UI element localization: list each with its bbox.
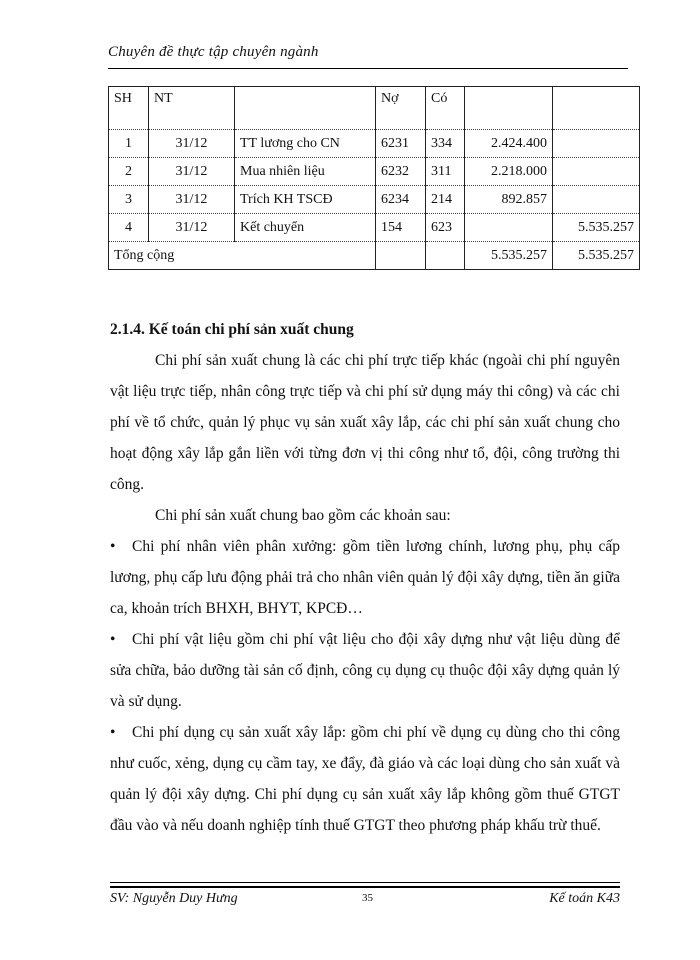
cell-desc: TT lương cho CN	[235, 130, 376, 158]
header-rule	[108, 68, 628, 69]
total-empty	[376, 242, 426, 270]
cell-co: 623	[426, 214, 465, 242]
footer-rule	[110, 886, 620, 888]
bullet-icon: •	[110, 724, 116, 741]
cell-desc: Kết chuyển	[235, 214, 376, 242]
section-content	[110, 314, 620, 841]
table-total-row	[109, 242, 640, 270]
page-number: 35	[362, 892, 373, 904]
cell-sh: 3	[109, 186, 149, 214]
cell-no: 154	[376, 214, 426, 242]
total-label: Tổng cộng	[109, 242, 376, 270]
header-cell	[235, 87, 376, 130]
table-row	[109, 130, 640, 158]
footer-rule	[110, 882, 620, 883]
total-debit: 5.535.257	[465, 242, 553, 270]
cell-nt: 31/12	[149, 158, 235, 186]
bullet-item	[110, 531, 620, 624]
bullet-text: Chi phí dụng cụ sản xuất xây lắp: gồm chi phí về dụng cụ dùng cho thi công như cuốc, xẻng, dụng cụ cầm tay, xe đẩy, đà giáo và các loại dùng cho sản xuất và quản lý đội xây dựng. Chi phí dụng cụ sản xuất xây lắp không gồm thuế GTGT đầu vào và nếu doanh nghiệp tính thuế GTGT theo phương pháp khấu trừ thuế.	[110, 724, 620, 834]
footer-student: SV: Nguyễn Duy Hưng	[110, 891, 238, 906]
header-cell	[465, 87, 553, 130]
table-row	[109, 158, 640, 186]
total-empty	[426, 242, 465, 270]
page-header-title: Chuyên đề thực tập chuyên ngành	[108, 44, 319, 60]
cell-nt: 31/12	[149, 186, 235, 214]
cell-credit	[553, 158, 640, 186]
table-row	[109, 214, 640, 242]
cell-sh: 2	[109, 158, 149, 186]
bullet-icon: •	[110, 538, 116, 555]
cell-debit: 2.424.400	[465, 130, 553, 158]
paragraph: Chi phí sản xuất chung là các chi phí trực tiếp khác (ngoài chi phí nguyên vật liệu trực tiếp, nhân công trực tiếp và chi phí sử dụng máy thi công) và các chi phí về tổ chức, quản lý phục vụ sản xuất xây lắp, các chi phí sản xuất chung cho hoạt động xây lắp gắn liền với từng đơn vị thi công như tổ, đội, công trường thi công.	[110, 352, 620, 493]
cell-nt: 31/12	[149, 214, 235, 242]
cell-sh: 1	[109, 130, 149, 158]
table-row	[109, 186, 640, 214]
footer-class: Kế toán K43	[549, 891, 620, 906]
bullet-item	[110, 624, 620, 717]
cell-no: 6231	[376, 130, 426, 158]
cell-nt: 31/12	[149, 130, 235, 158]
header-cell: Nợ	[376, 87, 426, 130]
cell-desc: Mua nhiên liệu	[235, 158, 376, 186]
header-cell	[553, 87, 640, 130]
bullet-item	[110, 717, 620, 841]
cell-no: 6232	[376, 158, 426, 186]
bullet-icon: •	[110, 631, 116, 648]
header-cell: SH	[109, 87, 149, 130]
paragraph: Chi phí sản xuất chung bao gồm các khoản sau:	[155, 507, 451, 524]
section-heading: 2.1.4. Kế toán chi phí sản xuất chung	[110, 321, 354, 338]
cell-debit: 2.218.000	[465, 158, 553, 186]
bullet-text: Chi phí vật liệu gồm chi phí vật liệu cho đội xây dựng như vật liệu dùng để sửa chữa, bảo dưỡng tài sản cố định, công cụ dụng cụ thuộc đội xây dựng quản lý và sử dụng.	[110, 631, 620, 710]
cell-co: 311	[426, 158, 465, 186]
cell-co: 334	[426, 130, 465, 158]
header-cell: NT	[149, 87, 235, 130]
cell-credit	[553, 186, 640, 214]
bullet-text: Chi phí nhân viên phân xưởng: gồm tiền lương chính, lương phụ, phụ cấp lương, phụ cấp lưu động phải trả cho nhân viên quản lý đội xây dựng, tiền ăn giữa ca, khoản trích BHXH, BHYT, KPCĐ…	[110, 538, 620, 617]
cell-credit: 5.535.257	[553, 214, 640, 242]
table-header-row	[109, 87, 640, 130]
ledger-table	[108, 86, 640, 270]
header-cell: Có	[426, 87, 465, 130]
cell-desc: Trích KH TSCĐ	[235, 186, 376, 214]
total-credit: 5.535.257	[553, 242, 640, 270]
cell-co: 214	[426, 186, 465, 214]
cell-sh: 4	[109, 214, 149, 242]
cell-no: 6234	[376, 186, 426, 214]
cell-credit	[553, 130, 640, 158]
cell-debit	[465, 214, 553, 242]
cell-debit: 892.857	[465, 186, 553, 214]
